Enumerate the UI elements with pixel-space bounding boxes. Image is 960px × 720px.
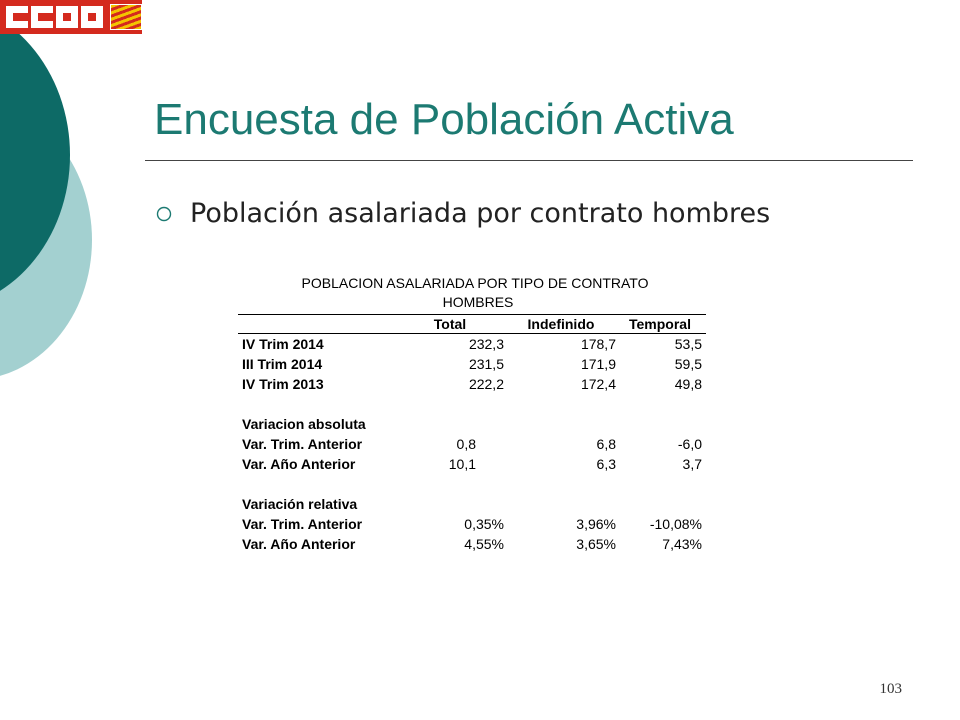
bullet-icon bbox=[156, 206, 172, 222]
cell-indefinido: 172,4 bbox=[580, 376, 616, 392]
data-table bbox=[238, 274, 706, 554]
cell-indefinido: 171,9 bbox=[580, 356, 616, 372]
ccoo-logo bbox=[0, 0, 142, 34]
cell-indefinido: 3,65% bbox=[576, 536, 616, 552]
section-heading-relative: Variación relativa bbox=[242, 496, 358, 512]
cell-temporal: 59,5 bbox=[674, 356, 702, 372]
table-row bbox=[238, 354, 706, 374]
cell-temporal: 7,43% bbox=[662, 536, 702, 552]
row-spacer bbox=[238, 394, 706, 414]
cell-total: 0,8 bbox=[456, 436, 476, 452]
cell-indefinido: 3,96% bbox=[576, 516, 616, 532]
page-number: 103 bbox=[879, 681, 902, 697]
row-label: Var. Trim. Anterior bbox=[242, 436, 363, 452]
cell-total: 0,35% bbox=[464, 516, 504, 532]
cell-temporal: 53,5 bbox=[674, 336, 702, 352]
section-heading-row bbox=[238, 494, 706, 514]
logo-letter-c bbox=[6, 6, 28, 28]
row-label: IV Trim 2014 bbox=[242, 336, 324, 352]
cell-indefinido: 178,7 bbox=[580, 336, 616, 352]
table-row bbox=[238, 514, 706, 534]
logo-letter-o bbox=[81, 6, 103, 28]
logo-letter-c bbox=[31, 6, 53, 28]
row-label: Var. Año Anterior bbox=[242, 456, 356, 472]
logo-letter-o bbox=[56, 6, 78, 28]
row-label: Var. Año Anterior bbox=[242, 536, 356, 552]
row-label: IV Trim 2013 bbox=[242, 376, 324, 392]
row-spacer bbox=[238, 474, 706, 494]
slide-title: Encuesta de Población Activa bbox=[154, 95, 734, 144]
table-title: POBLACION ASALARIADA POR TIPO DE CONTRATO bbox=[301, 275, 649, 291]
table-row bbox=[238, 334, 706, 354]
cell-total: 222,2 bbox=[468, 376, 504, 392]
cell-temporal: -10,08% bbox=[649, 516, 702, 532]
cell-temporal: 49,8 bbox=[674, 376, 702, 392]
table-row bbox=[238, 374, 706, 394]
column-header-total: Total bbox=[433, 316, 467, 332]
bullet-text: Población asalariada por contrato hombres bbox=[190, 198, 771, 229]
column-header-indefinido: Indefinido bbox=[527, 316, 595, 332]
section-heading-absolute: Variacion absoluta bbox=[242, 416, 366, 432]
table-header-row bbox=[238, 315, 706, 334]
cell-temporal: 3,7 bbox=[682, 456, 702, 472]
table-row bbox=[238, 454, 706, 474]
header-blank bbox=[238, 315, 396, 333]
title-divider bbox=[145, 160, 913, 161]
cell-total: 231,5 bbox=[468, 356, 504, 372]
table-subtitle: HOMBRES bbox=[442, 294, 514, 310]
aragon-flag-icon bbox=[110, 4, 142, 30]
row-label: Var. Trim. Anterior bbox=[242, 516, 363, 532]
table-row bbox=[238, 434, 706, 454]
bullet-item bbox=[156, 198, 770, 229]
cell-total: 4,55% bbox=[464, 536, 504, 552]
section-heading-row bbox=[238, 414, 706, 434]
cell-indefinido: 6,3 bbox=[596, 456, 616, 472]
column-header-temporal: Temporal bbox=[629, 316, 691, 332]
cell-temporal: -6,0 bbox=[677, 436, 702, 452]
cell-total: 232,3 bbox=[468, 336, 504, 352]
cell-total: 10,1 bbox=[448, 456, 476, 472]
table-row bbox=[238, 534, 706, 554]
row-label: III Trim 2014 bbox=[242, 356, 323, 372]
cell-indefinido: 6,8 bbox=[596, 436, 616, 452]
